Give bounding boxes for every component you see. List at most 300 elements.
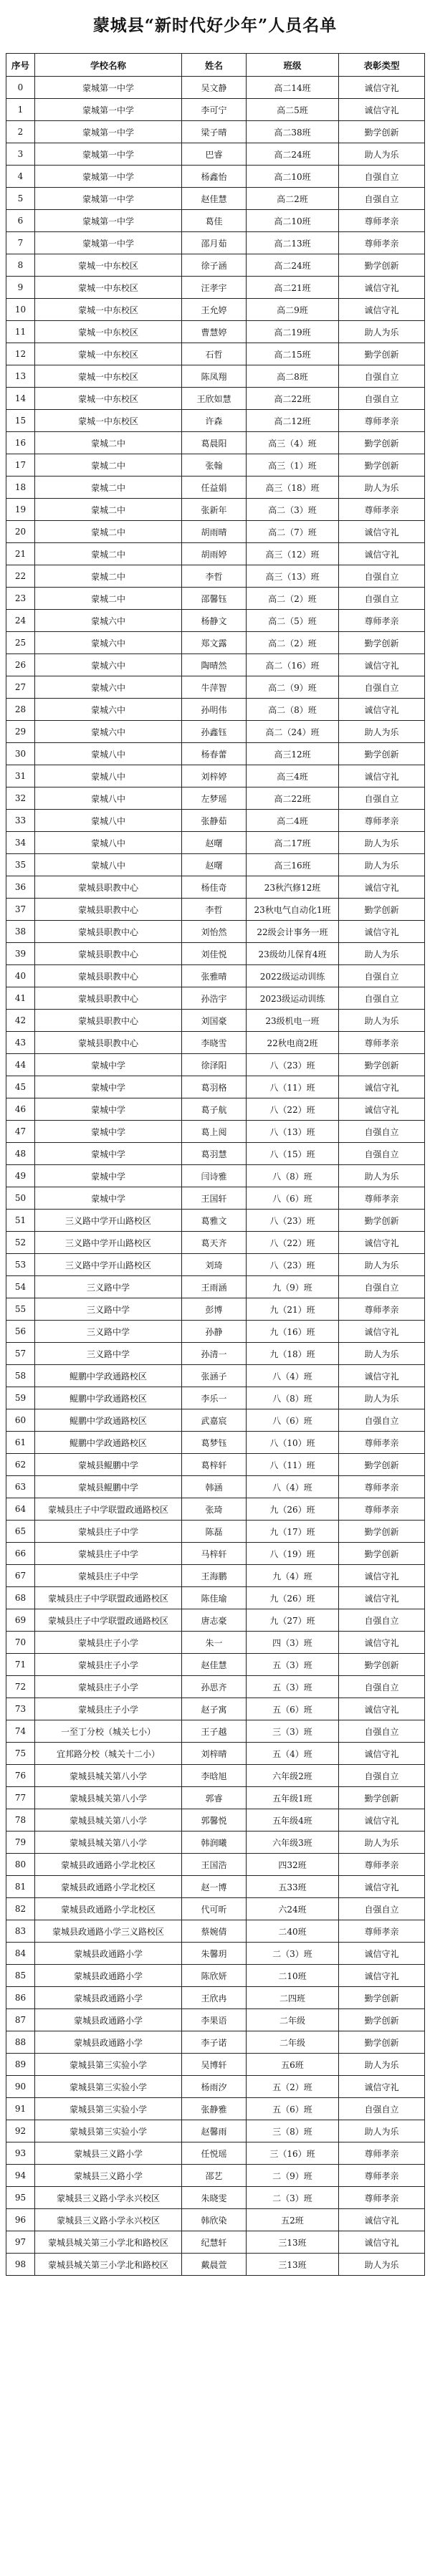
table-row	[6, 1387, 425, 1409]
cell-class: 23秋汽修12班	[247, 876, 339, 899]
table-row	[6, 1276, 425, 1298]
cell-class: 高二38班	[247, 121, 339, 143]
cell-class: 九（4）班	[247, 1565, 339, 1587]
cell-class: 五6班	[247, 2054, 339, 2076]
table-row	[6, 2054, 425, 2076]
table-row	[6, 166, 425, 188]
table-row	[6, 987, 425, 1010]
cell-school-name: 蒙城县政通路小学	[35, 1965, 182, 1987]
cell-student-name: 朱馨玥	[182, 1943, 247, 1965]
cell-serial-number: 7	[6, 232, 35, 254]
cell-serial-number: 60	[6, 1409, 35, 1432]
table-row	[6, 2009, 425, 2031]
cell-student-name: 赵子寓	[182, 1698, 247, 1720]
cell-award-type: 诚信守礼	[339, 1632, 425, 1654]
cell-award-type: 助人为乐	[339, 2120, 425, 2142]
table-row	[6, 388, 425, 410]
table-row	[6, 2187, 425, 2209]
table-row	[6, 521, 425, 543]
cell-serial-number: 80	[6, 1854, 35, 1876]
cell-class: 六24班	[247, 1898, 339, 1920]
cell-student-name: 杨静文	[182, 610, 247, 632]
cell-school-name: 蒙城中学	[35, 1054, 182, 1076]
cell-award-type: 尊师孝亲	[339, 2142, 425, 2165]
cell-student-name: 李乐一	[182, 1387, 247, 1409]
cell-serial-number: 31	[6, 765, 35, 787]
cell-school-name: 三义路中学开山路校区	[35, 1232, 182, 1254]
table-row	[6, 277, 425, 299]
cell-student-name: 孙静	[182, 1321, 247, 1343]
cell-student-name: 葛雅文	[182, 1210, 247, 1232]
cell-serial-number: 3	[6, 143, 35, 166]
cell-class: 六年级2班	[247, 1765, 339, 1787]
cell-serial-number: 23	[6, 588, 35, 610]
cell-class: 五（6）班	[247, 2098, 339, 2120]
cell-student-name: 刘琦	[182, 1254, 247, 1276]
cell-school-name: 蒙城县职教中心	[35, 876, 182, 899]
table-row	[6, 1876, 425, 1898]
cell-serial-number: 38	[6, 921, 35, 943]
cell-serial-number: 24	[6, 610, 35, 632]
cell-school-name: 蒙城县政通路小学北校区	[35, 1898, 182, 1920]
cell-school-name: 蒙城县职教中心	[35, 965, 182, 987]
cell-school-name: 蒙城第一中学	[35, 77, 182, 99]
cell-award-type: 自强自立	[339, 676, 425, 699]
table-row	[6, 1076, 425, 1098]
cell-award-type: 尊师孝亲	[339, 1432, 425, 1454]
cell-class: 九（21）班	[247, 1298, 339, 1321]
cell-class: 高二4班	[247, 810, 339, 832]
cell-school-name: 蒙城一中东校区	[35, 343, 182, 365]
cell-school-name: 蒙城县政通路小学	[35, 2031, 182, 2054]
cell-school-name: 蒙城中学	[35, 1187, 182, 1210]
cell-award-type: 勤学创新	[339, 254, 425, 277]
cell-class: 八（4）班	[247, 1476, 339, 1498]
table-row	[6, 454, 425, 477]
cell-student-name: 王雨涵	[182, 1276, 247, 1298]
cell-school-name: 蒙城县职教中心	[35, 987, 182, 1010]
table-row	[6, 1143, 425, 1165]
table-row	[6, 1254, 425, 1276]
table-row	[6, 1454, 425, 1476]
cell-serial-number: 61	[6, 1432, 35, 1454]
table-row	[6, 1054, 425, 1076]
cell-student-name: 汪孝宇	[182, 277, 247, 299]
cell-serial-number: 98	[6, 2254, 35, 2276]
cell-school-name: 蒙城县城关第八小学	[35, 1809, 182, 1832]
cell-school-name: 蒙城二中	[35, 543, 182, 565]
table-row	[6, 254, 425, 277]
cell-school-name: 宜邦路分校（城关十二小）	[35, 1743, 182, 1765]
table-row	[6, 410, 425, 432]
cell-class: 高二2班	[247, 188, 339, 210]
cell-award-type: 助人为乐	[339, 1010, 425, 1032]
table-row	[6, 143, 425, 166]
cell-class: 三（3）班	[247, 1720, 339, 1743]
cell-school-name: 蒙城县庄子中学联盟政通路校区	[35, 1609, 182, 1632]
cell-serial-number: 25	[6, 632, 35, 654]
cell-award-type: 尊师孝亲	[339, 810, 425, 832]
cell-student-name: 陈凤翔	[182, 365, 247, 388]
table-row	[6, 965, 425, 987]
table-row	[6, 1809, 425, 1832]
cell-student-name: 巴睿	[182, 143, 247, 166]
cell-serial-number: 86	[6, 1987, 35, 2009]
cell-school-name: 蒙城八中	[35, 832, 182, 854]
cell-student-name: 王欣冉	[182, 1987, 247, 2009]
cell-student-name: 蔡婉倩	[182, 1920, 247, 1943]
cell-award-type: 诚信守礼	[339, 699, 425, 721]
cell-school-name: 蒙城县职教中心	[35, 1010, 182, 1032]
cell-school-name: 蒙城第一中学	[35, 232, 182, 254]
cell-serial-number: 47	[6, 1121, 35, 1143]
cell-student-name: 邵艺	[182, 2165, 247, 2187]
cell-serial-number: 14	[6, 388, 35, 410]
cell-serial-number: 43	[6, 1032, 35, 1054]
cell-serial-number: 40	[6, 965, 35, 987]
cell-class: 九（17）班	[247, 1521, 339, 1543]
table-row	[6, 121, 425, 143]
cell-serial-number: 8	[6, 254, 35, 277]
cell-serial-number: 44	[6, 1054, 35, 1076]
cell-school-name: 蒙城中学	[35, 1143, 182, 1165]
cell-award-type: 助人为乐	[339, 1165, 425, 1187]
cell-award-type: 尊师孝亲	[339, 1920, 425, 1943]
cell-class: 高二5班	[247, 99, 339, 121]
cell-serial-number: 12	[6, 343, 35, 365]
cell-serial-number: 67	[6, 1565, 35, 1587]
cell-serial-number: 58	[6, 1365, 35, 1387]
cell-serial-number: 0	[6, 77, 35, 99]
cell-school-name: 蒙城第一中学	[35, 188, 182, 210]
cell-award-type: 尊师孝亲	[339, 1298, 425, 1321]
table-row	[6, 1543, 425, 1565]
cell-school-name: 蒙城六中	[35, 610, 182, 632]
cell-serial-number: 87	[6, 2009, 35, 2031]
cell-class: 二（3）班	[247, 2187, 339, 2209]
cell-serial-number: 26	[6, 654, 35, 676]
cell-award-type: 诚信守礼	[339, 1565, 425, 1587]
cell-serial-number: 15	[6, 410, 35, 432]
cell-serial-number: 66	[6, 1543, 35, 1565]
cell-class: 八（22）班	[247, 1232, 339, 1254]
cell-serial-number: 92	[6, 2120, 35, 2142]
cell-serial-number: 22	[6, 565, 35, 588]
cell-class: 高二12班	[247, 410, 339, 432]
cell-school-name: 蒙城一中东校区	[35, 254, 182, 277]
cell-class: 高二（8）班	[247, 699, 339, 721]
cell-student-name: 韩涵	[182, 1476, 247, 1498]
table-row	[6, 1787, 425, 1809]
cell-serial-number: 97	[6, 2231, 35, 2254]
cell-school-name: 蒙城八中	[35, 854, 182, 876]
table-row	[6, 1898, 425, 1920]
cell-student-name: 胡雨晴	[182, 521, 247, 543]
cell-award-type: 自强自立	[339, 1276, 425, 1298]
cell-award-type: 助人为乐	[339, 2254, 425, 2276]
cell-class: 高二9班	[247, 299, 339, 321]
cell-class: 高三（18）班	[247, 477, 339, 499]
table-row	[6, 477, 425, 499]
cell-class: 高二10班	[247, 210, 339, 232]
cell-serial-number: 2	[6, 121, 35, 143]
cell-school-name: 蒙城县政通路小学三义路校区	[35, 1920, 182, 1943]
cell-student-name: 王允婷	[182, 299, 247, 321]
table-row	[6, 2142, 425, 2165]
cell-award-type: 自强自立	[339, 365, 425, 388]
cell-serial-number: 45	[6, 1076, 35, 1098]
cell-serial-number: 34	[6, 832, 35, 854]
cell-school-name: 蒙城第一中学	[35, 121, 182, 143]
cell-serial-number: 37	[6, 899, 35, 921]
table-row	[6, 1032, 425, 1054]
cell-serial-number: 6	[6, 210, 35, 232]
cell-student-name: 王欣如慧	[182, 388, 247, 410]
cell-school-name: 蒙城县城关第八小学	[35, 1765, 182, 1787]
table-row	[6, 1098, 425, 1121]
cell-class: 高二22班	[247, 388, 339, 410]
cell-student-name: 徐泽阳	[182, 1054, 247, 1076]
cell-award-type: 勤学创新	[339, 1521, 425, 1543]
table-row	[6, 1965, 425, 1987]
cell-serial-number: 95	[6, 2187, 35, 2209]
cell-award-type: 勤学创新	[339, 1654, 425, 1676]
cell-class: 二40班	[247, 1920, 339, 1943]
cell-class: 八（6）班	[247, 1409, 339, 1432]
table-row	[6, 2209, 425, 2231]
table-row	[6, 854, 425, 876]
cell-serial-number: 84	[6, 1943, 35, 1965]
cell-school-name: 蒙城县庄子小学	[35, 1698, 182, 1720]
cell-class: 高二（24）班	[247, 721, 339, 743]
cell-student-name: 李晓雪	[182, 1032, 247, 1054]
cell-award-type: 自强自立	[339, 588, 425, 610]
cell-student-name: 刘梓婷	[182, 765, 247, 787]
cell-school-name: 蒙城县庄子小学	[35, 1654, 182, 1676]
cell-award-type: 助人为乐	[339, 721, 425, 743]
cell-serial-number: 93	[6, 2142, 35, 2165]
cell-serial-number: 65	[6, 1521, 35, 1543]
cell-serial-number: 52	[6, 1232, 35, 1254]
cell-award-type: 尊师孝亲	[339, 2165, 425, 2187]
cell-student-name: 纪慧轩	[182, 2231, 247, 2254]
cell-award-type: 自强自立	[339, 1720, 425, 1743]
cell-student-name: 吴文静	[182, 77, 247, 99]
table-body	[6, 77, 425, 2276]
cell-award-type: 自强自立	[339, 787, 425, 810]
cell-class: 高二24班	[247, 143, 339, 166]
cell-school-name: 蒙城县庄子小学	[35, 1632, 182, 1654]
cell-award-type: 勤学创新	[339, 1454, 425, 1476]
cell-class: 八（6）班	[247, 1187, 339, 1210]
cell-award-type: 诚信守礼	[339, 1321, 425, 1343]
cell-school-name: 蒙城县三义路小学	[35, 2165, 182, 2187]
cell-student-name: 梁子晴	[182, 121, 247, 143]
cell-student-name: 朱一	[182, 1632, 247, 1654]
cell-school-name: 蒙城第一中学	[35, 143, 182, 166]
cell-school-name: 三义路中学开山路校区	[35, 1210, 182, 1232]
cell-award-type: 尊师孝亲	[339, 2187, 425, 2209]
cell-serial-number: 57	[6, 1343, 35, 1365]
cell-class: 八（11）班	[247, 1454, 339, 1476]
cell-award-type: 自强自立	[339, 1143, 425, 1165]
cell-award-type: 自强自立	[339, 1898, 425, 1920]
cell-class: 2022级运动训练	[247, 965, 339, 987]
cell-school-name: 蒙城八中	[35, 765, 182, 787]
cell-class: 八（23）班	[247, 1054, 339, 1076]
table-row	[6, 588, 425, 610]
cell-award-type: 勤学创新	[339, 1054, 425, 1076]
cell-class: 二四班	[247, 1987, 339, 2009]
cell-award-type: 尊师孝亲	[339, 499, 425, 521]
cell-school-name: 蒙城六中	[35, 632, 182, 654]
cell-student-name: 李果语	[182, 2009, 247, 2031]
cell-class: 高二（7）班	[247, 521, 339, 543]
header-award-type: 表彰类型	[339, 54, 425, 77]
cell-award-type: 助人为乐	[339, 1343, 425, 1365]
cell-serial-number: 5	[6, 188, 35, 210]
cell-award-type: 勤学创新	[339, 432, 425, 454]
cell-award-type: 勤学创新	[339, 2009, 425, 2031]
cell-serial-number: 54	[6, 1276, 35, 1298]
cell-school-name: 蒙城二中	[35, 588, 182, 610]
cell-student-name: 赵馨雨	[182, 2120, 247, 2142]
cell-class: 五（4）班	[247, 1743, 339, 1765]
cell-class: 高二19班	[247, 321, 339, 343]
cell-student-name: 孙明伟	[182, 699, 247, 721]
cell-class: 高二（3）班	[247, 499, 339, 521]
cell-student-name: 吴博轩	[182, 2054, 247, 2076]
cell-student-name: 牛萍智	[182, 676, 247, 699]
cell-award-type: 诚信守礼	[339, 654, 425, 676]
cell-student-name: 唐志豪	[182, 1609, 247, 1632]
cell-school-name: 蒙城县职教中心	[35, 943, 182, 965]
cell-class: 五2班	[247, 2209, 339, 2231]
cell-school-name: 蒙城县三义路小学	[35, 2142, 182, 2165]
cell-class: 八（19）班	[247, 1543, 339, 1565]
cell-class: 九（9）班	[247, 1276, 339, 1298]
cell-award-type: 诚信守礼	[339, 1943, 425, 1965]
cell-serial-number: 59	[6, 1387, 35, 1409]
cell-award-type: 自强自立	[339, 166, 425, 188]
cell-school-name: 蒙城中学	[35, 1121, 182, 1143]
cell-award-type: 诚信守礼	[339, 1743, 425, 1765]
cell-serial-number: 94	[6, 2165, 35, 2187]
cell-class: 八（8）班	[247, 1165, 339, 1187]
cell-class: 五（3）班	[247, 1676, 339, 1698]
cell-class: 八（23）班	[247, 1210, 339, 1232]
table-row	[6, 1698, 425, 1720]
cell-school-name: 三义路中学	[35, 1298, 182, 1321]
cell-award-type: 自强自立	[339, 987, 425, 1010]
cell-serial-number: 53	[6, 1254, 35, 1276]
cell-class: 高二（9）班	[247, 676, 339, 699]
cell-school-name: 蒙城县政通路小学	[35, 2009, 182, 2031]
cell-serial-number: 46	[6, 1098, 35, 1121]
cell-school-name: 蒙城县职教中心	[35, 899, 182, 921]
cell-student-name: 左梦瑶	[182, 787, 247, 810]
cell-class: 五年级1班	[247, 1787, 339, 1809]
cell-serial-number: 1	[6, 99, 35, 121]
cell-school-name: 蒙城县第三实验小学	[35, 2098, 182, 2120]
cell-serial-number: 83	[6, 1920, 35, 1943]
cell-school-name: 蒙城县庄子中学联盟政通路校区	[35, 1587, 182, 1609]
table-row	[6, 565, 425, 588]
cell-class: 高二17班	[247, 832, 339, 854]
cell-class: 高二14班	[247, 77, 339, 99]
cell-award-type: 自强自立	[339, 188, 425, 210]
cell-serial-number: 78	[6, 1809, 35, 1832]
table-row	[6, 1565, 425, 1587]
cell-serial-number: 79	[6, 1832, 35, 1854]
cell-student-name: 邵馨钰	[182, 588, 247, 610]
table-row	[6, 1187, 425, 1210]
cell-student-name: 郑文露	[182, 632, 247, 654]
cell-student-name: 韩润曦	[182, 1832, 247, 1854]
cell-student-name: 郭馨悦	[182, 1809, 247, 1832]
cell-student-name: 赵佳慧	[182, 1654, 247, 1676]
cell-school-name: 蒙城八中	[35, 743, 182, 765]
cell-class: 高三（1）班	[247, 454, 339, 477]
cell-student-name: 刘国豪	[182, 1010, 247, 1032]
cell-class: 八（15）班	[247, 1143, 339, 1165]
cell-serial-number: 76	[6, 1765, 35, 1787]
cell-award-type: 勤学创新	[339, 121, 425, 143]
cell-award-type: 勤学创新	[339, 454, 425, 477]
table-row	[6, 1365, 425, 1387]
cell-class: 五（2）班	[247, 2076, 339, 2098]
cell-award-type: 诚信守礼	[339, 521, 425, 543]
cell-class: 五（3）班	[247, 1654, 339, 1676]
cell-student-name: 刘怡然	[182, 921, 247, 943]
cell-serial-number: 4	[6, 166, 35, 188]
cell-school-name: 蒙城一中东校区	[35, 277, 182, 299]
cell-class: 22级会计事务一班	[247, 921, 339, 943]
table-header-row	[6, 54, 425, 77]
table-row	[6, 810, 425, 832]
cell-student-name: 陈磊	[182, 1521, 247, 1543]
cell-school-name: 蒙城二中	[35, 521, 182, 543]
cell-award-type: 诚信守礼	[339, 1076, 425, 1098]
table-row	[6, 632, 425, 654]
cell-serial-number: 17	[6, 454, 35, 477]
cell-award-type: 诚信守礼	[339, 765, 425, 787]
cell-serial-number: 35	[6, 854, 35, 876]
table-row	[6, 543, 425, 565]
cell-student-name: 杨春蕾	[182, 743, 247, 765]
cell-student-name: 赵佳慧	[182, 188, 247, 210]
cell-award-type: 自强自立	[339, 388, 425, 410]
cell-school-name: 三义路中学	[35, 1321, 182, 1343]
table-row	[6, 99, 425, 121]
cell-school-name: 蒙城县城关第八小学	[35, 1832, 182, 1854]
cell-award-type: 勤学创新	[339, 1210, 425, 1232]
cell-class: 六年级3班	[247, 1832, 339, 1854]
cell-serial-number: 19	[6, 499, 35, 521]
cell-class: 三13班	[247, 2231, 339, 2254]
cell-award-type: 诚信守礼	[339, 2209, 425, 2231]
cell-serial-number: 73	[6, 1698, 35, 1720]
cell-student-name: 葛佳	[182, 210, 247, 232]
table-row	[6, 721, 425, 743]
cell-award-type: 助人为乐	[339, 2054, 425, 2076]
table-row	[6, 2254, 425, 2276]
table-row	[6, 1720, 425, 1743]
cell-school-name: 三义路中学开山路校区	[35, 1254, 182, 1276]
cell-school-name: 蒙城县三义路小学永兴校区	[35, 2209, 182, 2231]
cell-award-type: 助人为乐	[339, 1387, 425, 1409]
cell-award-type: 诚信守礼	[339, 1365, 425, 1387]
